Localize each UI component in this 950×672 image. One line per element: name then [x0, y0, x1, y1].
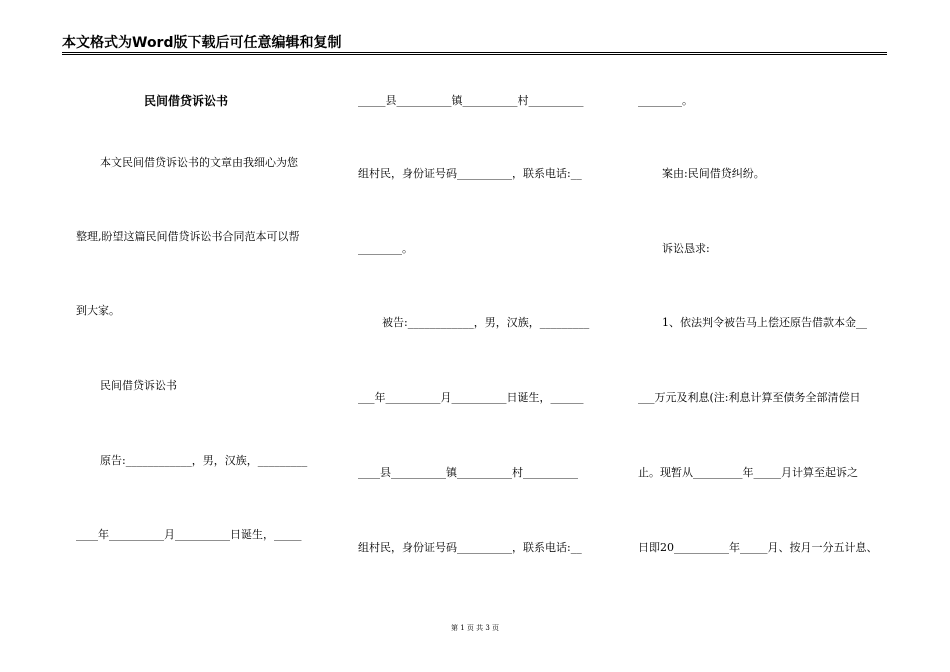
paragraph-line: ___年__________月__________日诞生，______ [358, 391, 584, 404]
paragraph-line: ___万元及利息(注:利息计算至债务全部清偿日 [638, 391, 861, 404]
paragraph-line: 组村民，身份证号码__________，联系电话:__ [358, 167, 582, 180]
page-number: 第 1 页 共 3 页 [450, 624, 500, 632]
paragraph-line: 到大家。 [76, 304, 120, 317]
paragraph-line: ________。 [638, 94, 693, 107]
section-heading: 民间借贷诉讼书 [100, 379, 177, 392]
paragraph-line: ________。 [358, 242, 413, 255]
paragraph-line: 组村民，身份证号码__________，联系电话:__ [358, 541, 582, 554]
paragraph-line: ____年__________月__________日诞生，_____ [76, 528, 302, 541]
paragraph-line: 1、依法判令被告马上偿还原告借款本金__ [662, 316, 867, 329]
paragraph-line: 被告:____________，男，汉族，_________ [382, 316, 590, 329]
document-header: 本文格式为Word版下载后可任意编辑和复制 [62, 35, 342, 51]
paragraph-line: ____县__________镇__________村__________ [358, 466, 578, 479]
paragraph-line: 日即20__________年_____月、按月一分五计息、 [638, 541, 878, 554]
paragraph-line: 本文民间借贷诉讼书的文章由我细心为您 [100, 156, 298, 169]
text-column-1 [76, 0, 336, 672]
text-column-3 [638, 0, 898, 672]
paragraph-line: _____县__________镇__________村__________ [358, 94, 584, 107]
paragraph-line: 止。现暂从_________年_____月计算至起诉之 [638, 466, 858, 479]
text-column-2 [358, 0, 618, 672]
paragraph-line: 案由:民间借贷纠纷。 [662, 167, 765, 180]
section-heading: 诉讼恳求: [662, 242, 710, 255]
paragraph-line: 整理,盼望这篇民间借贷诉讼书合同范本可以帮 [76, 230, 300, 243]
document-title: 民间借贷诉讼书 [144, 94, 229, 108]
paragraph-line: 原告:____________，男，汉族，_________ [100, 454, 308, 467]
